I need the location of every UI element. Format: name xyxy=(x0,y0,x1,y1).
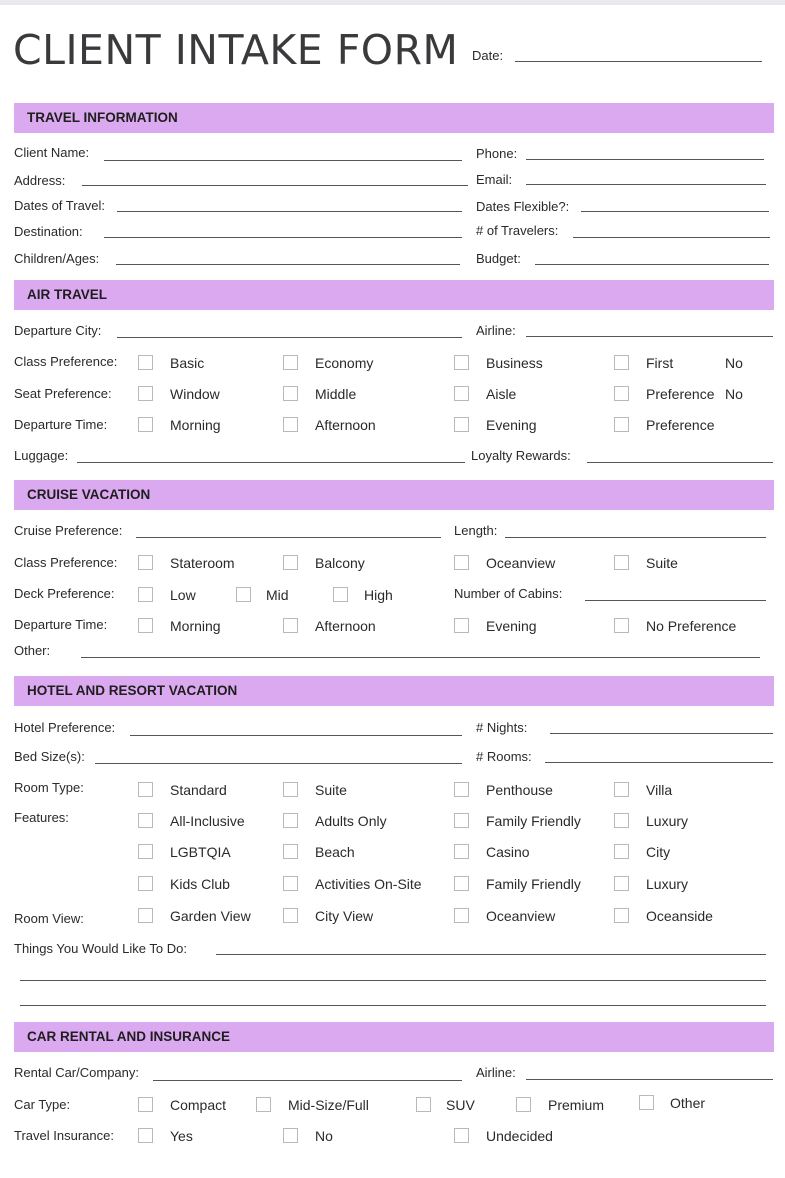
date-field[interactable] xyxy=(515,61,762,62)
checkbox[interactable] xyxy=(283,782,298,797)
option-label: Garden View xyxy=(170,908,251,924)
checkbox[interactable] xyxy=(454,876,469,891)
budget-field[interactable] xyxy=(535,264,769,265)
checkbox[interactable] xyxy=(138,618,153,633)
checkbox[interactable] xyxy=(256,1097,271,1112)
checkbox[interactable] xyxy=(138,355,153,370)
class-extra-no: No xyxy=(725,355,743,371)
checkbox[interactable] xyxy=(236,587,251,602)
checkbox[interactable] xyxy=(416,1097,431,1112)
dates-of-travel-field[interactable] xyxy=(117,211,462,212)
departure-city-field[interactable] xyxy=(117,337,462,338)
num-travelers-label: # of Travelers: xyxy=(476,223,559,238)
option-label: No xyxy=(315,1128,333,1144)
option-label: Yes xyxy=(170,1128,193,1144)
seat-extra-no: No xyxy=(725,386,743,402)
checkbox[interactable] xyxy=(614,386,629,401)
checkbox[interactable] xyxy=(454,618,469,633)
checkbox[interactable] xyxy=(138,587,153,602)
other-field[interactable] xyxy=(81,657,760,658)
option-label: Suite xyxy=(315,782,347,798)
email-field[interactable] xyxy=(526,184,766,185)
rental-company-field[interactable] xyxy=(153,1080,462,1081)
address-field[interactable] xyxy=(82,185,468,186)
section-travel-information xyxy=(14,103,774,133)
option-label: All-Inclusive xyxy=(170,813,245,829)
checkbox[interactable] xyxy=(283,417,298,432)
things-to-do-label: Things You Would Like To Do: xyxy=(14,941,187,956)
cruise-preference-field[interactable] xyxy=(136,537,441,538)
budget-label: Budget: xyxy=(476,251,521,266)
airline-field[interactable] xyxy=(526,336,773,337)
checkbox[interactable] xyxy=(283,908,298,923)
checkbox[interactable] xyxy=(138,417,153,432)
checkbox[interactable] xyxy=(454,386,469,401)
hotel-preference-label: Hotel Preference: xyxy=(14,720,116,735)
section-title: HOTEL AND RESORT VACATION xyxy=(27,683,238,698)
checkbox[interactable] xyxy=(283,555,298,570)
option-label: Afternoon xyxy=(315,417,376,433)
option-label: Preference xyxy=(646,386,715,402)
option-label: Middle xyxy=(315,386,357,402)
option-label: First xyxy=(646,355,674,371)
page-title: CLIENT INTAKE FORM xyxy=(13,26,459,74)
length-field[interactable] xyxy=(505,537,766,538)
checkbox[interactable] xyxy=(283,844,298,859)
cruise-departure-time-label: Departure Time: xyxy=(14,617,108,632)
option-label: High xyxy=(364,587,393,603)
loyalty-rewards-field[interactable] xyxy=(587,462,773,463)
option-label: Activities On-Site xyxy=(315,876,422,892)
checkbox[interactable] xyxy=(283,618,298,633)
dates-flexible-label: Dates Flexible?: xyxy=(476,199,570,214)
checkbox[interactable] xyxy=(138,813,153,828)
dates-of-travel-label: Dates of Travel: xyxy=(14,198,106,213)
top-border xyxy=(0,0,785,5)
option-label: Business xyxy=(486,355,543,371)
things-to-do-line-3[interactable] xyxy=(20,1005,766,1006)
rooms-label: # Rooms: xyxy=(476,749,532,764)
option-label: Villa xyxy=(646,782,673,798)
travel-insurance-label: Travel Insurance: xyxy=(14,1128,114,1143)
checkbox[interactable] xyxy=(138,1128,153,1143)
option-label: Beach xyxy=(315,844,355,860)
luggage-label: Luggage: xyxy=(14,448,69,463)
checkbox[interactable] xyxy=(614,618,629,633)
room-type-label: Room Type: xyxy=(14,780,84,795)
option-label: Morning xyxy=(170,417,221,433)
num-travelers-field[interactable] xyxy=(573,237,770,238)
seat-preference-label: Seat Preference: xyxy=(14,386,112,401)
destination-field[interactable] xyxy=(104,237,462,238)
section-title: CAR RENTAL AND INSURANCE xyxy=(27,1029,231,1044)
checkbox[interactable] xyxy=(454,417,469,432)
room-view-label: Room View: xyxy=(14,911,84,926)
features-label: Features: xyxy=(14,810,69,825)
checkbox[interactable] xyxy=(454,355,469,370)
option-label: Standard xyxy=(170,782,227,798)
section-title: AIR TRAVEL xyxy=(27,287,107,302)
option-label: Family Friendly xyxy=(486,813,581,829)
destination-label: Destination: xyxy=(14,224,83,239)
option-label: No Preference xyxy=(646,618,737,634)
checkbox[interactable] xyxy=(454,1128,469,1143)
option-label: Oceanview xyxy=(486,555,556,571)
checkbox[interactable] xyxy=(138,908,153,923)
option-label: Mid-Size/Full xyxy=(288,1097,369,1113)
option-label: Kids Club xyxy=(170,876,230,892)
checkbox[interactable] xyxy=(614,876,629,891)
section-hotel-resort xyxy=(14,676,774,706)
checkbox[interactable] xyxy=(614,417,629,432)
section-cruise-vacation xyxy=(14,480,774,510)
checkbox[interactable] xyxy=(454,908,469,923)
checkbox[interactable] xyxy=(639,1095,654,1110)
client-name-field[interactable] xyxy=(104,160,462,161)
cruise-class-preference-label: Class Preference: xyxy=(14,555,118,570)
cruise-preference-label: Cruise Preference: xyxy=(14,523,123,538)
bed-size-field[interactable] xyxy=(95,763,462,764)
option-label: Luxury xyxy=(646,813,689,829)
checkbox[interactable] xyxy=(614,908,629,923)
length-label: Length: xyxy=(454,523,498,538)
option-label: LGBTQIA xyxy=(170,844,231,860)
rooms-field[interactable] xyxy=(545,762,773,763)
children-ages-label: Children/Ages: xyxy=(14,251,100,266)
option-label: City View xyxy=(315,908,374,924)
section-car-rental-insurance xyxy=(14,1022,774,1052)
option-label: Family Friendly xyxy=(486,876,581,892)
option-label: Window xyxy=(170,386,220,402)
checkbox[interactable] xyxy=(283,386,298,401)
checkbox[interactable] xyxy=(283,876,298,891)
nights-label: # Nights: xyxy=(476,720,528,735)
option-label: Penthouse xyxy=(486,782,553,798)
checkbox[interactable] xyxy=(454,844,469,859)
luggage-field[interactable] xyxy=(77,462,465,463)
option-label: City xyxy=(646,844,671,860)
client-name-label: Client Name: xyxy=(14,145,90,160)
checkbox[interactable] xyxy=(283,355,298,370)
hotel-preference-field[interactable] xyxy=(130,735,462,736)
checkbox[interactable] xyxy=(138,782,153,797)
checkbox[interactable] xyxy=(283,813,298,828)
checkbox[interactable] xyxy=(138,386,153,401)
checkbox[interactable] xyxy=(138,844,153,859)
number-of-cabins-field[interactable] xyxy=(585,600,766,601)
section-title: CRUISE VACATION xyxy=(27,487,151,502)
things-to-do-field[interactable] xyxy=(216,954,766,955)
option-label: Economy xyxy=(315,355,374,371)
section-title: TRAVEL INFORMATION xyxy=(27,110,178,125)
option-label: Aisle xyxy=(486,386,517,402)
option-label: Morning xyxy=(170,618,221,634)
checkbox[interactable] xyxy=(454,813,469,828)
things-to-do-line-2[interactable] xyxy=(20,980,766,981)
date-label: Date: xyxy=(472,48,504,63)
checkbox[interactable] xyxy=(333,587,348,602)
car-airline-label: Airline: xyxy=(476,1065,516,1080)
checkbox[interactable] xyxy=(138,1097,153,1112)
option-label: Undecided xyxy=(486,1128,553,1144)
airline-label: Airline: xyxy=(476,323,516,338)
bed-size-label: Bed Size(s): xyxy=(14,749,85,764)
option-label: Other xyxy=(670,1095,706,1111)
loyalty-rewards-label: Loyalty Rewards: xyxy=(471,448,571,463)
deck-preference-label: Deck Preference: xyxy=(14,586,115,601)
option-label: Stateroom xyxy=(170,555,235,571)
other-label: Other: xyxy=(14,643,51,658)
departure-city-label: Departure City: xyxy=(14,323,102,338)
children-ages-field[interactable] xyxy=(116,264,460,265)
checkbox[interactable] xyxy=(614,355,629,370)
option-label: Balcony xyxy=(315,555,365,571)
car-type-label: Car Type: xyxy=(14,1097,71,1112)
option-label: Compact xyxy=(170,1097,227,1113)
option-label: Oceanside xyxy=(646,908,713,924)
option-label: Mid xyxy=(266,587,289,603)
checkbox[interactable] xyxy=(138,876,153,891)
option-label: Preference xyxy=(646,417,715,433)
checkbox[interactable] xyxy=(614,782,629,797)
number-of-cabins-label: Number of Cabins: xyxy=(454,586,563,601)
option-label: Casino xyxy=(486,844,530,860)
option-label: Low xyxy=(170,587,196,603)
option-label: Oceanview xyxy=(486,908,556,924)
option-label: Suite xyxy=(646,555,678,571)
phone-label: Phone: xyxy=(476,146,518,161)
section-air-travel xyxy=(14,280,774,310)
phone-field[interactable] xyxy=(526,159,764,160)
nights-field[interactable] xyxy=(550,733,773,734)
option-label: Basic xyxy=(170,355,205,371)
car-airline-field[interactable] xyxy=(526,1079,773,1080)
checkbox[interactable] xyxy=(454,782,469,797)
class-preference-label: Class Preference: xyxy=(14,354,118,369)
checkbox[interactable] xyxy=(614,844,629,859)
checkbox[interactable] xyxy=(614,813,629,828)
option-label: Evening xyxy=(486,618,537,634)
checkbox[interactable] xyxy=(283,1128,298,1143)
departure-time-label: Departure Time: xyxy=(14,417,108,432)
option-label: Luxury xyxy=(646,876,689,892)
checkbox[interactable] xyxy=(138,555,153,570)
option-label: Evening xyxy=(486,417,537,433)
checkbox[interactable] xyxy=(614,555,629,570)
option-label: Afternoon xyxy=(315,618,376,634)
option-label: Premium xyxy=(548,1097,605,1113)
dates-flexible-field[interactable] xyxy=(581,211,769,212)
email-label: Email: xyxy=(476,172,513,187)
checkbox[interactable] xyxy=(454,555,469,570)
option-label: Adults Only xyxy=(315,813,387,829)
address-label: Address: xyxy=(14,173,66,188)
option-label: SUV xyxy=(446,1097,475,1113)
checkbox[interactable] xyxy=(516,1097,531,1112)
rental-company-label: Rental Car/Company: xyxy=(14,1065,139,1080)
